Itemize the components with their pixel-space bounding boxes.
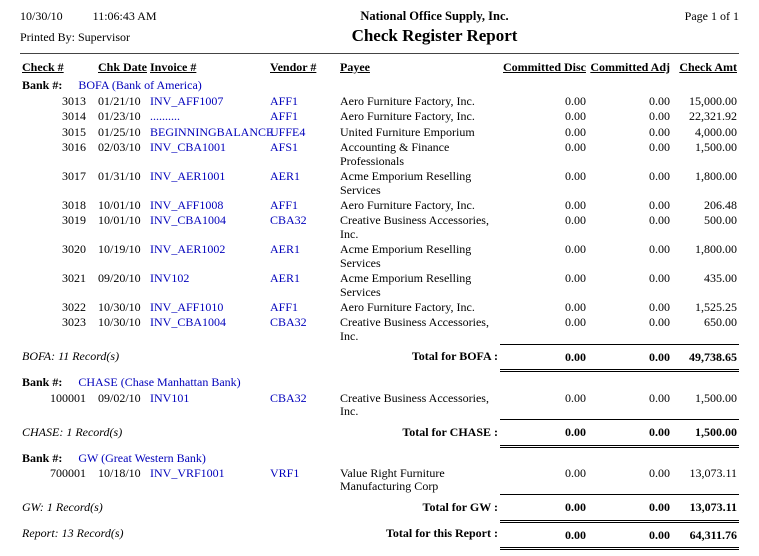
check-row xyxy=(20,140,739,169)
vendor-number: CBA32 xyxy=(270,315,307,330)
invoice-number: INV_AFF1008 xyxy=(150,197,224,212)
committed-adj: 0.00 xyxy=(649,300,670,314)
vendor-number: AFF1 xyxy=(270,93,299,108)
total-committed-adj: 0.00 xyxy=(588,521,672,548)
page-info: Page 1 of 1 xyxy=(684,9,739,23)
check-number: 3019 xyxy=(62,213,86,228)
total-committed-adj: 0.00 xyxy=(588,420,672,446)
total-committed-adj: 0.00 xyxy=(588,495,672,521)
bank-name: BOFA (Bank of America) xyxy=(78,78,202,93)
col-header-check-amt xyxy=(672,60,739,75)
invoice-number: INV_CBA1001 xyxy=(150,140,227,155)
payee-name: Accounting & Finance Professionals xyxy=(340,140,450,168)
committed-disc: 0.00 xyxy=(565,124,586,139)
vendor-number: CBA32 xyxy=(270,390,307,405)
bank-header-row xyxy=(20,371,739,391)
payee-name: Aero Furniture Factory, Inc. xyxy=(340,109,475,124)
bank-header-row xyxy=(20,75,739,93)
committed-adj: 0.00 xyxy=(649,124,670,139)
check-row xyxy=(20,109,739,124)
total-label: Total for BOFA : xyxy=(411,349,498,364)
payee-name: Acme Emporium Reselling Services xyxy=(340,271,472,299)
total-committed-adj: 0.00 xyxy=(588,344,672,370)
payee-name: Value Right Furniture Manufacturing Corp xyxy=(340,465,445,494)
check-amount: 1,800.00 xyxy=(695,169,737,184)
total-committed-disc: 0.00 xyxy=(500,344,588,370)
column-header-row xyxy=(20,60,739,75)
payee-name: United Furniture Emporium xyxy=(340,124,475,139)
record-count: CHASE: 1 Record(s) xyxy=(22,424,123,439)
check-number: 3018 xyxy=(62,197,86,212)
total-check-amt: 13,073.11 xyxy=(672,495,739,521)
bank-total-row xyxy=(20,344,739,370)
committed-adj: 0.00 xyxy=(649,315,670,330)
report-table xyxy=(20,60,739,550)
report-body xyxy=(20,75,739,548)
printed-by: Printed By: Supervisor xyxy=(20,30,130,44)
vendor-number: CBA32 xyxy=(270,213,307,228)
total-label: Total for GW : xyxy=(422,499,498,514)
check-date: 09/02/10 xyxy=(98,390,141,405)
report-time: 11:06:43 AM xyxy=(92,9,157,23)
payee-name: Creative Business Accessories, Inc. xyxy=(340,213,489,241)
check-row xyxy=(20,242,739,271)
committed-adj: 0.00 xyxy=(649,109,670,124)
check-number: 3014 xyxy=(62,109,86,124)
committed-adj: 0.00 xyxy=(649,213,670,228)
committed-disc: 0.00 xyxy=(565,197,586,212)
total-label: Total for this Report : xyxy=(386,526,498,541)
total-committed-disc: 0.00 xyxy=(500,495,588,521)
bank-number-label: Bank #: xyxy=(22,78,63,93)
invoice-number: INV101 xyxy=(150,390,190,405)
check-number: 3020 xyxy=(62,242,86,257)
check-date: 10/19/10 xyxy=(98,242,141,257)
check-row xyxy=(20,94,739,109)
committed-adj: 0.00 xyxy=(649,93,670,108)
col-header-invoice-number xyxy=(148,60,268,75)
committed-disc: 0.00 xyxy=(565,109,586,124)
total-check-amt: 1,500.00 xyxy=(672,420,739,446)
check-row xyxy=(20,315,739,344)
committed-disc: 0.00 xyxy=(565,242,586,257)
col-header-invoice-number-label: Invoice # xyxy=(150,60,197,74)
record-count: Report: 13 Record(s) xyxy=(22,526,124,541)
col-header-committed-disc xyxy=(500,60,588,75)
check-amount: 4,000.00 xyxy=(695,124,737,139)
check-row xyxy=(20,271,739,300)
check-amount: 500.00 xyxy=(704,213,737,228)
report-title: Check Register Report xyxy=(351,26,518,45)
check-row xyxy=(20,125,739,140)
col-header-vendor-number-label: Vendor # xyxy=(270,60,317,74)
bank-number-label: Bank #: xyxy=(22,375,63,390)
invoice-number: INV_AFF1007 xyxy=(150,93,224,108)
col-header-chk-date xyxy=(88,60,148,75)
bank-name: CHASE (Chase Manhattan Bank) xyxy=(78,375,241,390)
check-number: 3023 xyxy=(62,315,86,330)
check-amount: 1,500.00 xyxy=(695,140,737,155)
invoice-number: INV_AER1001 xyxy=(150,169,226,184)
committed-disc: 0.00 xyxy=(565,169,586,184)
record-count: BOFA: 11 Record(s) xyxy=(22,349,120,364)
col-header-payee-label: Payee xyxy=(340,60,370,74)
committed-disc: 0.00 xyxy=(565,271,586,286)
col-header-committed-adj-label: Committed Adj xyxy=(590,60,670,74)
committed-adj: 0.00 xyxy=(649,465,670,480)
invoice-number: INV_VRF1001 xyxy=(150,465,225,480)
bank-name: GW (Great Western Bank) xyxy=(78,450,206,465)
check-number: 700001 xyxy=(50,465,86,480)
invoice-number: INV_AFF1010 xyxy=(150,300,224,314)
vendor-number: AER1 xyxy=(270,242,300,257)
total-check-amt: 49,738.65 xyxy=(672,344,739,370)
record-count: GW: 1 Record(s) xyxy=(22,499,103,514)
check-amount: 22,321.92 xyxy=(689,109,737,124)
col-header-vendor-number xyxy=(268,60,338,75)
total-committed-disc: 0.00 xyxy=(500,521,588,548)
invoice-number: INV102 xyxy=(150,271,190,286)
invoice-number: INV_AER1002 xyxy=(150,242,226,257)
invoice-number: INV_CBA1004 xyxy=(150,315,227,330)
check-date: 01/25/10 xyxy=(98,124,141,139)
payee-name: Acme Emporium Reselling Services xyxy=(340,169,472,197)
report-total-row xyxy=(20,521,739,548)
payee-name: Aero Furniture Factory, Inc. xyxy=(340,93,475,108)
col-header-committed-disc-label: Committed Disc xyxy=(503,60,586,74)
bank-header-cell xyxy=(20,446,739,466)
total-check-amt: 64,311.76 xyxy=(672,521,739,548)
bank-number-label: Bank #: xyxy=(22,450,63,465)
committed-adj: 0.00 xyxy=(649,242,670,257)
report-date: 10/30/10 xyxy=(20,9,63,23)
committed-disc: 0.00 xyxy=(565,213,586,228)
payee-name: Creative Business Accessories, Inc. xyxy=(340,390,489,419)
check-amount: 15,000.00 xyxy=(689,93,737,108)
invoice-number: INV_CBA1004 xyxy=(150,213,227,228)
check-number: 3017 xyxy=(62,169,86,184)
vendor-number: AFF1 xyxy=(270,300,299,314)
check-amount: 435.00 xyxy=(704,271,737,286)
payee-name: Acme Emporium Reselling Services xyxy=(340,242,472,270)
total-label: Total for CHASE : xyxy=(402,424,498,439)
check-number: 3013 xyxy=(62,93,86,108)
col-header-payee xyxy=(338,60,500,75)
company-name: National Office Supply, Inc. xyxy=(360,9,509,23)
col-header-check-amt-label: Check Amt xyxy=(679,60,737,74)
check-date: 01/31/10 xyxy=(98,169,141,184)
check-date: 09/20/10 xyxy=(98,271,141,286)
committed-disc: 0.00 xyxy=(565,390,586,405)
check-date: 10/18/10 xyxy=(98,465,141,480)
check-amount: 13,073.11 xyxy=(689,465,737,480)
header-divider xyxy=(20,53,739,54)
committed-adj: 0.00 xyxy=(649,271,670,286)
vendor-number: UFFE4 xyxy=(270,124,306,139)
check-date: 01/23/10 xyxy=(98,109,141,124)
check-amount: 1,800.00 xyxy=(695,242,737,257)
committed-disc: 0.00 xyxy=(565,315,586,330)
check-amount: 206.48 xyxy=(704,197,737,212)
check-amount: 1,500.00 xyxy=(695,390,737,405)
vendor-number: AFS1 xyxy=(270,140,299,155)
payee-name: Creative Business Accessories, Inc. xyxy=(340,315,489,343)
payee-name: Aero Furniture Factory, Inc. xyxy=(340,197,475,212)
check-number: 100001 xyxy=(50,390,86,405)
bank-header-cell xyxy=(20,371,739,391)
check-date: 02/03/10 xyxy=(98,140,141,155)
bank-header-row xyxy=(20,446,739,466)
committed-disc: 0.00 xyxy=(565,140,586,155)
bank-total-row xyxy=(20,495,739,521)
bank-header-cell xyxy=(20,75,739,93)
check-number: 3016 xyxy=(62,140,86,155)
check-row xyxy=(20,300,739,315)
vendor-number: VRF1 xyxy=(270,465,300,480)
report-subheader xyxy=(20,26,739,46)
bank-total-row xyxy=(20,420,739,446)
check-date: 10/30/10 xyxy=(98,315,141,330)
vendor-number: AER1 xyxy=(270,271,300,286)
check-row xyxy=(20,213,739,242)
check-date: 10/30/10 xyxy=(98,300,141,314)
committed-disc: 0.00 xyxy=(565,300,586,314)
committed-adj: 0.00 xyxy=(649,140,670,155)
check-date: 01/21/10 xyxy=(98,93,141,108)
check-number: 3022 xyxy=(62,300,86,314)
report-datetime xyxy=(20,9,250,24)
vendor-number: AER1 xyxy=(270,169,300,184)
report-header xyxy=(20,9,739,24)
check-amount: 1,525.25 xyxy=(695,300,737,314)
invoice-number: .......... xyxy=(150,109,180,124)
vendor-number: AFF1 xyxy=(270,197,299,212)
check-date: 10/01/10 xyxy=(98,213,141,228)
check-row xyxy=(20,169,739,198)
committed-adj: 0.00 xyxy=(649,390,670,405)
payee-name: Aero Furniture Factory, Inc. xyxy=(340,300,475,314)
col-header-check-number-label: Check # xyxy=(22,60,64,74)
check-number: 3021 xyxy=(62,271,86,286)
check-number: 3015 xyxy=(62,124,86,139)
committed-adj: 0.00 xyxy=(649,169,670,184)
col-header-chk-date-label: Chk Date xyxy=(98,60,148,74)
committed-disc: 0.00 xyxy=(565,93,586,108)
check-row xyxy=(20,466,739,495)
check-row xyxy=(20,391,739,420)
vendor-number: AFF1 xyxy=(270,109,299,124)
col-header-check-number xyxy=(20,60,88,75)
total-committed-disc: 0.00 xyxy=(500,420,588,446)
committed-adj: 0.00 xyxy=(649,197,670,212)
check-date: 10/01/10 xyxy=(98,197,141,212)
check-row xyxy=(20,198,739,213)
committed-disc: 0.00 xyxy=(565,465,586,480)
check-amount: 650.00 xyxy=(704,315,737,330)
col-header-committed-adj xyxy=(588,60,672,75)
invoice-number: BEGINNINGBALANCE xyxy=(150,124,274,139)
